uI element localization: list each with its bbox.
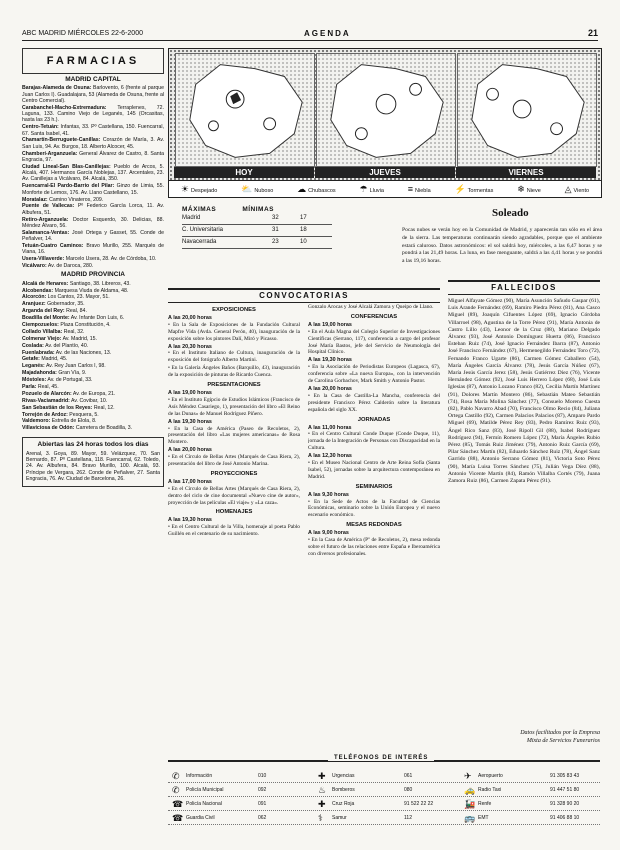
pharmacy-zone: Getafe: [22, 356, 40, 363]
event-text: • En la Casa de América (Paseo de Recoletos, 2), presentación del libro «Las mujeres americanas» de Rosa Montero. [168, 425, 300, 446]
phone-icon: ☎ [172, 813, 184, 823]
pharmacy-entry [22, 85, 164, 104]
pharmacy-zone: Torrejón de Ardoz: [22, 411, 68, 418]
pharmacy-zone: Chamartín-Berruguete-Canillas: [22, 137, 101, 144]
event-time: A las 17,00 horas [168, 478, 212, 485]
event-text: • En el Instituto Egipcio de Estudios Islámicos (Francisco de Asís Méndez Casariego, 1), presentación del libro «El Reino de las Dunas» de Manuel Rodríguez Piñero. [168, 396, 300, 417]
pharmacy-addresses: Infantas, 33. Pº Castellana, 150. Fuencarral, 67. Santa Isabel, 41. [22, 124, 164, 137]
legend-item [241, 181, 273, 197]
pharmacy-addresses: Real, 45. [37, 383, 59, 390]
pharmacy-entry [22, 217, 164, 230]
pharmacy-entry [22, 412, 164, 418]
fallecidos-heading: FALLECIDOS [448, 280, 600, 295]
plane-icon: ✈ [464, 771, 472, 781]
pharmacy-entry [22, 281, 164, 287]
provincia-list [22, 281, 164, 432]
event-text: • En la Sede de Actos de la Facultad de Ciencias Económicas, seminario sobre la Unión Europea y el nuevo escenario económico. [308, 498, 440, 519]
event-time: A las 12,30 horas [308, 453, 352, 460]
event-text: • En el Aula Magna del Colegio Superior de Investigaciones Científicas (Serrano, 117), conferencia a cargo del profesor José María Bastos, jefe del Servicio de Neumología del Hospital Clínico. [308, 328, 440, 356]
rain-icon: ☂ [359, 184, 368, 194]
header-date: ABC MADRID MIÉRCOLES 22-6-2000 [22, 30, 143, 37]
legend-item [181, 181, 217, 197]
convocatorias-col-1 [168, 304, 300, 752]
temp-min: 18 [300, 227, 307, 233]
event-category: PROYECCIONES [210, 470, 258, 477]
temp-min: 17 [300, 215, 307, 221]
event-time: A las 9,30 horas [308, 491, 349, 498]
temp-row [182, 225, 332, 237]
event-text: • En la Casa de América (Pº de Recoletos, 2), mesa redonda sobre el futuro de las relaciones entre España e Iberoamérica con diversos profesionales. [308, 537, 440, 557]
pharmacy-zone: San Sebastián de los Reyes: [22, 404, 93, 411]
weather-summary: Pocas nubes se verán hoy en la Comunidad de Madrid, y aparecerán tan sólo en el área de la sierra. Las temperaturas continuarán siendo agradables, porque que el ambiente estará caluroso. Datos astronómicos: el sol saldrá hoy, miércoles, a las 6,47 horas y se pondrá a las 21,49 horas. La luna, en fase menguante, saldrá a las 4,41 horas y se pondrá a las 19,16 horas. [402, 227, 602, 265]
pharmacy-addresses: Gobernador, 35. [47, 301, 85, 308]
event-time: A las 9,00 horas [308, 530, 349, 537]
pharmacy-addresses: Av. de Europa, 21. [72, 390, 116, 397]
legend-item [408, 181, 431, 197]
phones-title: TELÉFONOS DE INTERÉS [328, 755, 434, 761]
pharmacy-addresses: Av. del Plantío, 40. [45, 342, 89, 349]
map-friday-shape [458, 54, 596, 166]
pharmacy-zone: Fuencarral-El Pardo-Barrio del Pilar: [22, 183, 115, 190]
pharmacy-zone: Fuenlabrada: [22, 349, 55, 356]
pharmacy-zone: Valdemoro: [22, 418, 51, 425]
snow-icon: ❄ [517, 184, 525, 194]
event-text: Gonzalo Arocas y José Alcalá Zamora y Queipo de Llano. [308, 304, 434, 310]
event-time: A las 20,30 horas [168, 343, 212, 350]
pharmacy-zone: Parla: [22, 383, 37, 390]
pharmacy-zone: Barajas-Alameda de Osuna: [22, 85, 92, 92]
phone-number: 91 305 83 43 [550, 773, 580, 779]
pharmacy-addresses: Corazón de María, 3. Av. San Luis, 94. Av. Burgos, 18. Alberto Alcocer, 45. [22, 137, 164, 150]
map-today [175, 53, 315, 167]
phone-label: Información [186, 773, 213, 779]
pharmacy-entry [22, 197, 164, 203]
pharmacy-entry [22, 137, 164, 150]
map-friday [457, 53, 597, 167]
pharmacy-addresses: Los Cantos, 23. Mayor, 51. [47, 294, 110, 301]
phone-label: EMT [478, 815, 489, 821]
event-category: JORNADAS [357, 416, 391, 423]
legend-label: Viento [573, 188, 590, 194]
event-category: MESAS REDONDAS [346, 522, 402, 529]
phone-label: Guardia Civil [186, 815, 215, 821]
pharmacy-entry [22, 308, 164, 314]
guardia-24h-text: Arenal, 3. Goya, 89. Mayor, 59. Velázquez, 70. San Bernardo, 87. Pº Castellana, 118. Fuencarral, 62. Toledo, 24. Av. Albufera, 84. Bravo Murillo, 100. Alcalá, 93. Príncipe de Vergara, 262. Conde de Peñalver, 27. Santa Engracia, 76. Av. Ciudad de Barcelona, 26. [26, 450, 160, 482]
pharmacy-addresses: Av. Madrid, 15. [62, 335, 97, 342]
legend-item [517, 181, 541, 197]
pharmacy-zone: Arganda del Rey: [22, 308, 65, 315]
min-label: MÍNIMAS [242, 206, 274, 213]
legend-item [297, 181, 336, 197]
bus-icon: 🚌 [464, 813, 476, 823]
pharmacy-entry [22, 243, 164, 256]
taxi-icon: 🚕 [464, 785, 476, 795]
pharmacy-zone: Alcobendas: [22, 287, 54, 294]
pharmacy-addresses: Ginzo de Limia, 55. Monforte de Lemos, 176. Av. Llano Castellano, 15. [22, 183, 164, 196]
pharmacy-addresses: José Ortega y Gasset, 55. Conde de Peñalver, 14. [22, 229, 164, 243]
phone-number: 061 [404, 773, 413, 779]
legend-item [454, 181, 493, 197]
guardia-24h-box [22, 437, 164, 487]
temp-city: C. Universitaria [182, 227, 224, 233]
map-label-friday: VIERNES [456, 167, 596, 178]
pharmacy-entry [22, 418, 164, 424]
capital-list [22, 85, 164, 269]
event-text: • En la Asociación de Periodistas Europeos (Lagasca, 67), conferencia sobre «La nueva Europa», con la intervención de Carolina Gorbachov, Mark Smith y Antonio Pastor. [308, 364, 440, 385]
phone-row [168, 770, 600, 783]
phones-panel [168, 755, 600, 832]
pharmacy-addresses: Madrid, 45. [41, 356, 68, 363]
pharmacy-entry [22, 294, 164, 300]
phone-icon: ☎ [172, 799, 184, 809]
guardia-24h-title: Abiertas las 24 horas todos los días [37, 440, 149, 448]
cross-icon: ✚ [318, 771, 326, 781]
phone-icon: ✆ [172, 771, 180, 781]
map-label-thursday: JUEVES [315, 167, 455, 178]
train-icon: 🚂 [464, 799, 476, 809]
max-label: MÁXIMAS [182, 206, 217, 213]
pharmacy-addresses: Av. Infante Don Luis, 6. [70, 315, 125, 322]
pharmacy-addresses: Av. de Portugal, 33. [47, 377, 93, 384]
legend-label: Lluvia [369, 188, 384, 194]
pharmacy-zone: Moratalaz: [22, 196, 48, 203]
pharmacy-entry [22, 377, 164, 383]
map-label-today: HOY [174, 167, 314, 178]
pharmacy-entry [22, 343, 164, 349]
pharmacy-addresses: Estrella de Elola, 8. [51, 418, 97, 425]
pharmacy-entry [22, 350, 164, 356]
pharmacy-zone: Carabanchel-Macho-Extremadura: [22, 104, 107, 111]
event-time: A las 20,00 horas [168, 447, 212, 454]
page-number: 21 [587, 28, 598, 38]
pharmacy-zone: Aranjuez: [22, 301, 46, 308]
pharmacy-entry [22, 203, 164, 216]
pharmacy-entry [22, 336, 164, 342]
pharmacy-entry [22, 263, 164, 269]
event-category: CONFERENCIAS [350, 313, 398, 320]
event-category: PRESENTACIONES [207, 382, 261, 389]
pharmacy-addresses: Bravo Murillo, 255. Marqués de Viana, 16. [22, 242, 164, 256]
event-time: A las 19,30 horas [168, 418, 212, 425]
phone-number: 091 [258, 801, 267, 807]
event-text: • En la Casa de Castilla-La Mancha, conferencia del presidente Francisco Pérez Calderón sobre la literatura española del siglo XX. [308, 392, 440, 413]
pharmacy-addresses: Marcelo Usera, 28. Av. de Córdoba, 10. [65, 256, 157, 263]
pharmacy-addresses: Gran Vía, 9. [58, 370, 87, 377]
event-text: • En el Museo Nacional Centro de Arte Reina Sofía (Santa Isabel, 52), jornadas sobre la arquitectura contemporánea en Madrid. [308, 460, 440, 480]
fog-icon: ≡ [407, 184, 414, 194]
phone-number: 112 [404, 815, 412, 821]
pharmacy-addresses: Santiago, 38. Libreros, 43. [69, 280, 131, 287]
pharmacy-zone: Rivas-Vaciamadrid: [22, 397, 70, 404]
cross-icon: ✚ [318, 799, 326, 809]
weather-legend [169, 180, 601, 197]
legend-label: Nieve [526, 188, 541, 194]
pharmacy-zone: Retiro-Arganzuela: [22, 216, 69, 223]
page-header [22, 30, 598, 41]
pharmacy-zone: Villaviciosa de Odón: [22, 425, 75, 432]
medical-icon: ⚕ [318, 813, 323, 823]
phone-number: 080 [404, 787, 413, 793]
pharmacy-entry [22, 124, 164, 137]
temps-header [182, 206, 332, 213]
temp-city: Madrid [182, 215, 201, 221]
cloud-icon: ⛅ [241, 184, 253, 194]
pharmacy-addresses: Pº Federico García Lorca, 11. Av. Albufera, 51. [22, 203, 164, 216]
event-text: • En el Instituto Italiano de Cultura, inauguración de la exposición del fotógrafo Alberto Martini. [168, 350, 300, 364]
temp-row [182, 213, 332, 225]
pharmacy-addresses: General Álvarez de Castro, 8. Santa Engracia, 97. [22, 150, 164, 163]
phone-label: Samur [332, 815, 347, 821]
temp-row [182, 237, 332, 249]
event-time: A las 19,30 horas [308, 357, 352, 364]
legend-label: Tormentas [467, 188, 494, 194]
phone-number: 010 [258, 773, 267, 779]
pharmacy-addresses: Real, 12. [93, 404, 115, 411]
pharmacy-addresses: Pesquera, 5. [69, 411, 99, 418]
pharmacy-entry [22, 370, 164, 376]
temperatures-table [182, 206, 332, 249]
pharmacy-entry [22, 425, 164, 431]
event-text: • En el Círculo de Bellas Artes (Marqués de Casa Riera, 2), dentro del ciclo de cine documental «Nuevo cine de autor», proyección de las películas «El viaje» y «La caza». [168, 485, 300, 506]
phone-number: 91 447 51 80 [550, 787, 580, 793]
pharmacy-entry [22, 391, 164, 397]
map-today-shape [176, 54, 314, 166]
phone-label: Policía Municipal [186, 787, 224, 793]
storm-icon: ⚡ [454, 184, 466, 194]
phone-label: Policía Nacional [186, 801, 222, 807]
pharmacy-entry [22, 183, 164, 196]
map-thursday [316, 53, 456, 167]
pharmacy-addresses: Real, 84. [66, 308, 87, 315]
phone-row [168, 812, 600, 825]
pharmacy-addresses: Real, 32. [63, 328, 85, 335]
pharmacy-addresses: Marquesa Viuda de Aldama, 48. [54, 287, 129, 294]
pharmacy-entry [22, 363, 164, 369]
event-category: EXPOSICIONES [212, 307, 256, 313]
temp-min: 10 [300, 239, 307, 245]
event-time: A las 19,00 horas [308, 321, 352, 328]
fallecidos-source-line-2: Mixta de Servicios Funerarios [526, 737, 600, 744]
pharmacy-zone: Vicálvaro: [22, 263, 47, 270]
event-time: A las 20,00 horas [308, 385, 352, 392]
temp-max: 23 [272, 239, 279, 245]
phone-label: Radio Taxi [478, 787, 502, 793]
pharmacy-zone: Usera-Villaverde: [22, 256, 65, 263]
pharmacy-zone: Alcalá de Henares: [22, 280, 69, 287]
pharmacy-entry [22, 256, 164, 262]
pharmacy-zone: Pozuelo de Alarcón: [22, 390, 72, 397]
pharmacy-entry [22, 315, 164, 321]
legend-label: Nuboso [254, 188, 274, 194]
phone-label: Cruz Roja [332, 801, 355, 807]
madrid-provincia-label: MADRID PROVINCIA [61, 271, 125, 279]
pharmacy-zone: Alcorcón: [22, 294, 47, 301]
pharmacy-addresses: Camino Vinateros, 209. [49, 196, 104, 203]
farmacias-title: FARMACIAS [22, 48, 164, 74]
pharmacy-zone: Centro-Tetuán: [22, 124, 59, 131]
pharmacy-addresses: Av. de las Naciones, 13. [55, 349, 112, 356]
fallecidos-source [470, 730, 600, 746]
pharmacy-entry [22, 288, 164, 294]
phone-icon: ✆ [172, 785, 180, 795]
event-time: A las 20,00 horas [168, 314, 212, 321]
legend-label: Chubascos [308, 188, 336, 194]
event-category: HOMENAJES [215, 509, 253, 516]
fallecidos-source-line-1: Datos facilitados por la Empresa [520, 730, 600, 736]
fire-icon: ♨ [318, 785, 327, 795]
phone-number: 91 522 22 22 [404, 801, 434, 807]
convocatorias-heading: CONVOCATORIAS [168, 288, 440, 303]
pharmacy-addresses: Carretera de Boadilla, 3. [75, 425, 133, 432]
pharmacy-zone: Ciudad Lineal-San Blas-Canillejas: [22, 163, 111, 170]
pharmacy-zone: Collado Villalba: [22, 328, 63, 335]
pharmacy-addresses: Av. Covibar, 10. [71, 397, 108, 404]
temp-max: 31 [272, 227, 279, 233]
event-text: • En el Círculo de Bellas Artes (Marqués de Casa Riera, 2), presentación del libro de José Antonio Marina. [168, 454, 300, 468]
phone-label: Bomberos [332, 787, 355, 793]
event-text: • En el Centro Cultural de la Villa, homenaje al poeta Pablo Guillén en el centenario de su nacimiento. [168, 524, 300, 538]
phone-row [168, 784, 600, 797]
phone-number: 092 [258, 787, 267, 793]
pharmacy-zone: Puente de Vallecas: [22, 203, 75, 210]
temps-rows [182, 213, 332, 249]
event-text: • En el Centro Cultural Conde Duque (Conde Duque, 11), jornada de la Integración de Personas con Discapacidad en la Cultura. [308, 431, 440, 452]
pharmacy-zone: Boadilla del Monte: [22, 315, 70, 322]
madrid-capital-label: MADRID CAPITAL [65, 76, 121, 83]
pharmacy-zone: Salamanca-Ventas: [22, 229, 70, 236]
pharmacy-addresses: Av. Rey Juan Carlos I, 98. [45, 363, 106, 370]
phone-number: 91 328 90 20 [550, 801, 580, 807]
legend-item [565, 181, 589, 197]
pharmacy-zone: Ciempozuelos: [22, 321, 59, 328]
pharmacy-entry [22, 230, 164, 243]
pharmacy-entry [22, 405, 164, 411]
phone-number: 91 406 88 10 [550, 815, 580, 821]
pharmacy-zone: Tetuán-Cuatro Caminos: [22, 242, 84, 249]
pharmacy-addresses: Plaza Constitución, 4. [60, 321, 111, 328]
temp-max: 32 [272, 215, 279, 221]
phone-label: Renfe [478, 801, 492, 807]
event-time: A las 19,00 horas [168, 389, 212, 396]
overcast-icon: ☁ [297, 184, 307, 194]
fallecidos-list: Miguel Alfayate Gómez (90), María Asunción Sañudo Gaspar (61), Luis Arande Fernández (69), Ramiro Piedra Pérez (81), Ana Casco Miguel (89), Joaquín Cifuentes López (69), Ignacio Córdoba Villarroel (98), Agustina de la Torre Pérez (91), María Antonia de Castro Lillo (43), Leonor de la Cruz (88), Mariano Delgado Álvarez (93), José Antonio Domínguez Huerta (86), Francisco Esteban Ruiz (74), José Ignacio Fernández Ibarra (87), Antonio José Francisco Fernández (67), Hermenegildo Fernández Toro (72), Fernando Franco Ugarte (86), Carmen Gómez Caballero (54), María Ángeles García Álvarez (78), Jesús García Núñez (67), María Jesús García Jerez (58), Jesús Gutiérrez Díez (76), Vicente Hernández Gómez (92), José Luis Herrero López (68), José Luis Iglesias (87), Antonio Lozano Franco (82), Cecilia Martín Martínez (91), Dolores Martín Montero (86), Sebastián Mateo Sebastián (74), Rosa María Molina Sánchez (77), Consuelo Moreno Cuesta (82), Pablo Navarro Abad (70), Francisco Olmo Recio (84), Juliana Ortega Castillo (92), Carmen Palacios Palacios (87), Amparo Pardo Miguel (69), Matilde Pérez Rey (83), Pedro Ramírez Ruiz (93), Ángel Rico Sanz (83), José Ripoll Gil (88), Isabel Rodríguez Rodríguez (94), Fermín Romero López (72), María Ángeles Rubio Pérez (85), Tomás Ruiz Jiménez (79), Antonio Ruiz García (69), Pilar Sánchez Martín (82), Eduardo Sánchez Ruiz (78), Ángel Sanz Garrido (88), Antonio Serrano Gómez (81), Victoria Soto Pérez (90), María Luisa Torres Sánchez (75), Julián Vega Díez (88), Antonio Vicente Martín (84), Ramón Villalba Cortés (79), Juana Zamora Ruiz (86), Carmen Zapata Pérez (91). [448, 298, 600, 485]
event-category: SEMINARIOS [355, 483, 393, 490]
pharmacy-addresses: Pueblo de Arcos, 5. Alcalá, 407. Hermanos García Noblejas, 137. Arcentales, 23. Av. Canillejas a Vicálvaro, 84. Alcalá, 350. [22, 163, 164, 183]
map-thursday-shape [317, 54, 455, 166]
event-time: A las 11,00 horas [308, 424, 352, 431]
phone-label: Urgencias [332, 773, 355, 779]
pharmacy-entry [22, 329, 164, 335]
pharmacy-addresses: Doctor Esquerdo, 30. Delicias, 88. Méndez Álvaro, 56. [22, 216, 164, 229]
pharmacy-entry [22, 105, 164, 124]
pharmacy-addresses: Terraplenes, 72. Laguna, 133. Camino Viejo de Leganés, 145 (Orcasitas, hasta las 23 h.). [22, 104, 164, 124]
wind-icon: ◬ [564, 184, 572, 194]
pharmacy-zone: Majadahonda: [22, 370, 57, 377]
pharmacy-entry [22, 398, 164, 404]
pharmacy-entry [22, 322, 164, 328]
pharmacy-zone: Leganés: [22, 363, 45, 370]
legend-item [359, 181, 383, 197]
phone-row [168, 798, 600, 811]
event-text: • En la Galería Ángeles Baños (Barquillo, 43), inauguración de la exposición de pinturas de Ricardo Cuenca. [168, 365, 300, 379]
temp-city: Navacerrada [182, 239, 217, 245]
event-time: A las 19,30 horas [168, 517, 212, 524]
section-title: AGENDA [304, 29, 351, 38]
pharmacy-entry [22, 151, 164, 164]
pharmacy-zone: Coslada: [22, 342, 44, 349]
pharmacy-entry [22, 384, 164, 390]
pharmacy-entry [22, 356, 164, 362]
pharmacy-entry [22, 301, 164, 307]
sun-icon: ☀ [180, 184, 189, 194]
pharmacy-addresses: Barlovento, 6 (frente al parque Juan Carlos I). Guadalajara, 53 (Alameda de Osuna, frente al Centro Comercial). [22, 85, 164, 104]
pharmacy-zone: Móstoles: [22, 377, 47, 384]
farmacias-column [22, 48, 164, 818]
event-text: • En la Sala de Exposiciones de la Fundación Cultural Mapfre Vida (Avda. General Perón, 40), inauguración de la exposición sobre los pintores Dalí, Miró y Picasso. [168, 321, 300, 342]
phone-label: Aeropuerto [478, 773, 503, 779]
pharmacy-entry [22, 164, 164, 183]
convocatorias-col-2 [308, 304, 440, 752]
legend-label: Niebla [415, 188, 431, 194]
legend-label: Despejado [190, 188, 218, 194]
weather-title: Soleado [492, 207, 529, 219]
pharmacy-addresses: Av. de Daroca, 280. [47, 263, 94, 270]
pharmacy-zone: Chamberí-Arganzuela: [22, 150, 78, 157]
weather-panel [168, 48, 602, 198]
pharmacy-zone: Colmenar Viejo: [22, 335, 62, 342]
phone-number: 062 [258, 815, 267, 821]
